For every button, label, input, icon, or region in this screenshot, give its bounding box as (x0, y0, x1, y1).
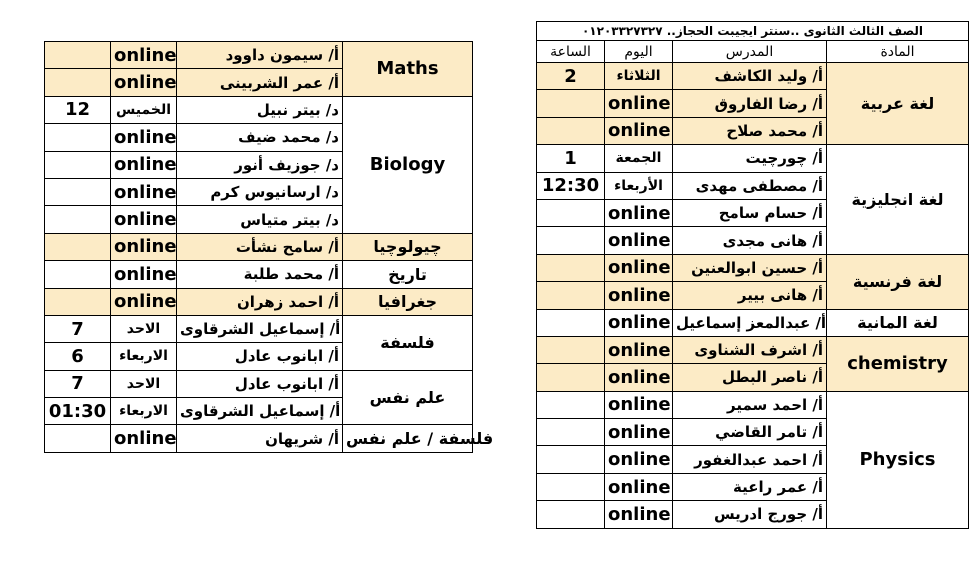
day-cell: online (605, 254, 673, 281)
table-row (45, 425, 473, 452)
teacher-cell: أ/ ناصر البطل (673, 364, 827, 391)
day-cell: online (111, 69, 177, 96)
time-cell (45, 178, 111, 205)
table-row (537, 254, 969, 281)
day-cell: online (605, 309, 673, 336)
time-cell (45, 69, 111, 96)
time-cell (537, 446, 605, 473)
table-row (45, 233, 473, 260)
teacher-cell: أ/ ابانوب عادل (177, 343, 343, 370)
time-cell (45, 124, 111, 151)
time-cell (537, 117, 605, 144)
time-cell (45, 425, 111, 452)
time-cell (45, 206, 111, 233)
day-cell: online (605, 364, 673, 391)
subject-cell-maths: Maths (343, 42, 473, 97)
day-cell: online (111, 261, 177, 288)
teacher-cell: أ/ إسماعيل الشرقاوى (177, 398, 343, 425)
time-cell (45, 42, 111, 69)
time-cell: 7 (45, 315, 111, 342)
day-cell: online (111, 124, 177, 151)
subject-cell-german: لغة المانية (827, 309, 969, 336)
day-cell: الخميس (111, 96, 177, 123)
time-cell (537, 227, 605, 254)
day-cell: online (111, 288, 177, 315)
time-cell (537, 309, 605, 336)
table-row (45, 370, 473, 397)
teacher-cell: أ/ حسين ابوالعنين (673, 254, 827, 281)
teacher-cell: أ/ احمد عبدالغفور (673, 446, 827, 473)
day-cell: online (605, 199, 673, 226)
header-time: الساعة (537, 41, 605, 63)
day-cell: online (605, 90, 673, 117)
time-cell (537, 90, 605, 117)
subject-cell-biology: Biology (343, 96, 473, 233)
teacher-cell: د/ بيتر نبيل (177, 96, 343, 123)
time-cell: 01:30 (45, 398, 111, 425)
table-row (537, 336, 969, 363)
day-cell: online (605, 473, 673, 500)
time-cell (537, 419, 605, 446)
table-row (537, 63, 969, 90)
subject-cell-philosophy: فلسفة (343, 315, 473, 370)
day-cell: online (111, 151, 177, 178)
day-cell: الاربعاء (111, 398, 177, 425)
time-cell (45, 261, 111, 288)
day-cell: الجمعة (605, 145, 673, 172)
teacher-cell: أ/ محمد طلبة (177, 261, 343, 288)
subject-cell-physics: Physics (827, 391, 969, 528)
teacher-cell: د/ بيتر متياس (177, 206, 343, 233)
day-cell: online (605, 419, 673, 446)
day-cell: online (605, 227, 673, 254)
table-row (45, 96, 473, 123)
header-subject: المادة (827, 41, 969, 63)
teacher-cell: د/ ارسانيوس كرم (177, 178, 343, 205)
teacher-cell: أ/ هانى بيير (673, 282, 827, 309)
day-cell: online (605, 282, 673, 309)
day-cell: online (605, 501, 673, 528)
day-cell: online (605, 117, 673, 144)
left-schedule-table (44, 41, 494, 453)
time-cell (45, 233, 111, 260)
time-cell: 12 (45, 96, 111, 123)
teacher-cell: أ/ محمد صلاح (673, 117, 827, 144)
subject-cell-phil_psych: فلسفة / علم نفس (343, 425, 473, 452)
table-row (45, 315, 473, 342)
time-cell (45, 288, 111, 315)
teacher-cell: أ/ رضا الفاروق (673, 90, 827, 117)
teacher-cell: أ/ عمر الشربينى (177, 69, 343, 96)
header-teacher: المدرس (673, 41, 827, 63)
subject-cell-french: لغة فرنسية (827, 254, 969, 309)
time-cell (537, 282, 605, 309)
time-cell: 7 (45, 370, 111, 397)
table-row (45, 42, 473, 69)
table-row (45, 288, 473, 315)
time-cell: 2 (537, 63, 605, 90)
teacher-cell: د/ محمد ضيف (177, 124, 343, 151)
day-cell: الثلاثاء (605, 63, 673, 90)
teacher-cell: أ/ هانى مجدى (673, 227, 827, 254)
teacher-cell: أ/ ابانوب عادل (177, 370, 343, 397)
time-cell (537, 336, 605, 363)
teacher-cell: أ/ عمر راعية (673, 473, 827, 500)
subject-cell-english: لغة انجليزية (827, 145, 969, 255)
time-cell (537, 254, 605, 281)
table-row (537, 391, 969, 418)
subject-cell-geography: جغرافيا (343, 288, 473, 315)
time-cell (537, 391, 605, 418)
day-cell: الأربعاء (605, 172, 673, 199)
subject-cell-arabic: لغة عربية (827, 63, 969, 145)
day-cell: الاحد (111, 315, 177, 342)
right-schedule-table (536, 21, 969, 529)
day-cell: online (111, 178, 177, 205)
time-cell: 6 (45, 343, 111, 370)
day-cell: online (605, 391, 673, 418)
schedule-title: الصف الثالث الثانوى ..سنتر ايجيبت الحجاز.. ٠١٢٠٣٣٢٧٣٢٧ (537, 22, 969, 41)
day-cell: الاحد (111, 370, 177, 397)
day-cell: online (111, 42, 177, 69)
time-cell: 1 (537, 145, 605, 172)
day-cell: online (605, 446, 673, 473)
time-cell (537, 199, 605, 226)
time-cell (537, 501, 605, 528)
time-cell (537, 364, 605, 391)
day-cell: online (111, 425, 177, 452)
table-row (537, 309, 969, 336)
time-cell (537, 473, 605, 500)
teacher-cell: أ/ شريهان (177, 425, 343, 452)
teacher-cell: أ/ عبدالمعز إسماعيل (673, 309, 827, 336)
teacher-cell: أ/ احمد زهران (177, 288, 343, 315)
subject-cell-psychology: علم نفس (343, 370, 473, 425)
time-cell: 12:30 (537, 172, 605, 199)
day-cell: الاربعاء (111, 343, 177, 370)
header-day: اليوم (605, 41, 673, 63)
teacher-cell: أ/ جورج ادريس (673, 501, 827, 528)
table-row (537, 145, 969, 172)
day-cell: online (111, 233, 177, 260)
teacher-cell: أ/ چورچيت (673, 145, 827, 172)
day-cell: online (605, 336, 673, 363)
teacher-cell: أ/ سيمون داوود (177, 42, 343, 69)
subject-cell-chemistry: chemistry (827, 336, 969, 391)
teacher-cell: أ/ تامر القاضي (673, 419, 827, 446)
teacher-cell: أ/ إسماعيل الشرقاوى (177, 315, 343, 342)
teacher-cell: د/ جوزيف أنور (177, 151, 343, 178)
subject-cell-geology: چيولوچيا (343, 233, 473, 260)
subject-cell-history: تاريخ (343, 261, 473, 288)
teacher-cell: أ/ سامح نشأت (177, 233, 343, 260)
teacher-cell: أ/ مصطفى مهدى (673, 172, 827, 199)
table-row (45, 261, 473, 288)
time-cell (45, 151, 111, 178)
teacher-cell: أ/ احمد سمير (673, 391, 827, 418)
teacher-cell: أ/ اشرف الشناوى (673, 336, 827, 363)
teacher-cell: أ/ حسام سامح (673, 199, 827, 226)
teacher-cell: أ/ وليد الكاشف (673, 63, 827, 90)
day-cell: online (111, 206, 177, 233)
